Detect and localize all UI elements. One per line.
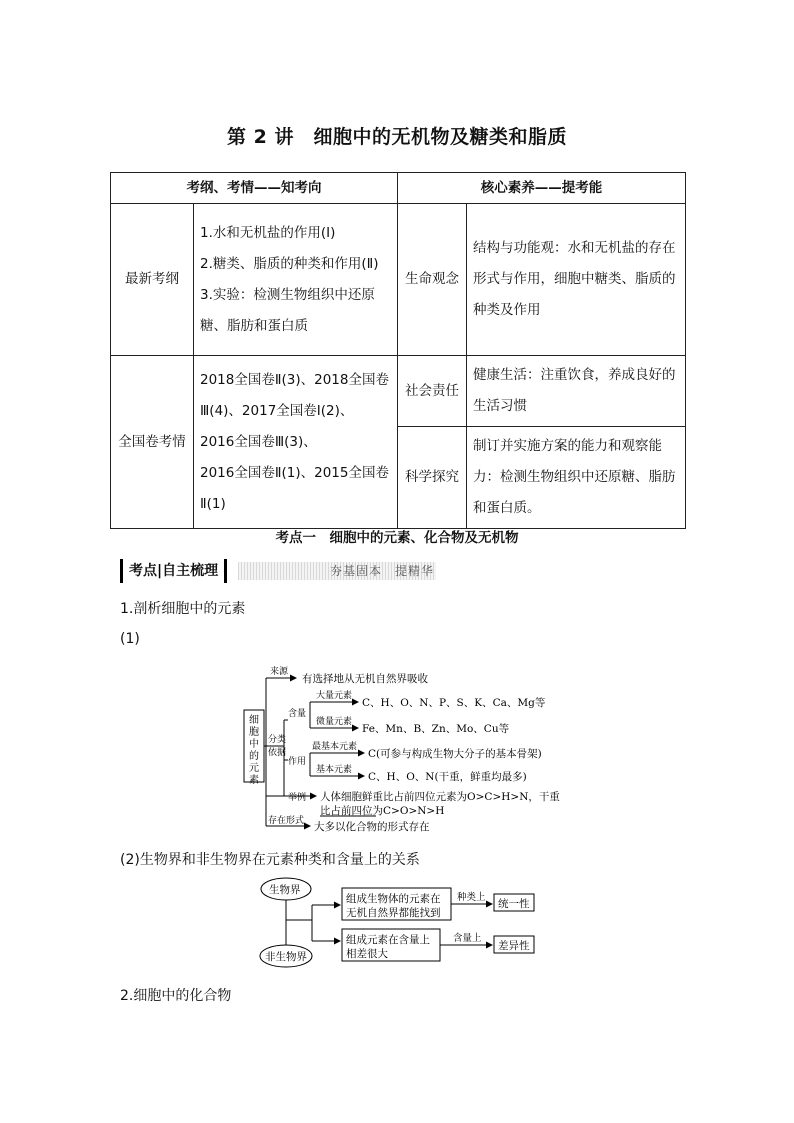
literacy-life-concept-desc: 结构与功能观：水和无机盐的存在形式与作用，细胞中糖类、脂质的种类及作用 [467,204,686,356]
micro-text: Fe、Mn、B、Zn、Mo、Cu等 [362,723,510,735]
literacy-science-desc: 制订并实施方案的能力和观察能力：检测生物组织中还原糖、脂肪和蛋白质。 [467,427,686,529]
same-kind-line-2: 无机自然界都能找到 [346,907,441,919]
example-label: 举例 [288,793,307,803]
row-label-exam: 全国卷考情 [111,356,194,529]
root-char-3: 中 [249,739,259,750]
sub-heading-2: (2)生物界和非生物界在元素种类和含量上的关系 [120,852,420,868]
heading-compounds: 2.细胞中的化合物 [120,988,232,1004]
literacy-social: 社会责任 [398,356,467,427]
syllabus-item: 3.实验：检测生物组织中还原糖、脂肪和蛋白质 [200,286,375,334]
root-char-2: 胞 [249,727,259,738]
classify-label-2: 依据 [268,748,287,758]
diff-content-line-2: 相差很大 [346,948,388,960]
syllabus-items [194,204,398,356]
table-header-right: 核心素养——提考能 [398,173,686,204]
heading-elements: 1.剖析细胞中的元素 [120,601,246,617]
source-label: 来源 [270,667,289,677]
exam-item: 2016全国卷Ⅱ(1)、2015全国卷Ⅱ(1) [200,464,389,512]
elements-concept-diagram [240,660,560,838]
function-label: 作用 [288,757,307,767]
unity-label: 统一性 [498,898,530,910]
example-line-2: 比占前四位为C>O>N>H [320,805,445,817]
banner-slogan: 夯基固本 提精华 [330,564,435,578]
section-title: 考点一 细胞中的元素、化合物及无机物 [275,530,519,546]
root-char-5: 元 [249,763,259,774]
basic-most-label: 最基本元素 [312,742,358,752]
exist-label: 存在形式 [268,816,305,826]
banner-tag: 考点|自主梳理 [120,559,227,583]
root-char-6: 素 [249,775,259,786]
table-header-left: 考纲、考情——知考向 [111,173,398,204]
exam-outline-table [110,172,686,529]
diff-content-line-1: 组成元素在含量上 [346,934,430,946]
nonbio-label: 非生物界 [265,951,307,963]
page-title: 第 2 讲 细胞中的无机物及糖类和脂质 [227,126,567,148]
source-text: 有选择地从无机自然界吸收 [302,673,428,685]
root-char-1: 细 [249,715,259,726]
syllabus-item: 1.水和无机盐的作用(Ⅰ) [200,224,336,241]
sub-heading-1: (1) [120,631,140,647]
difference-label: 差异性 [498,940,530,952]
basic-text: C、H、O、N(干重，鲜重均最多) [368,771,527,783]
macro-text: C、H、O、N、P、S、K、Ca、Mg等 [362,697,546,709]
banner-tag-a: 考点 [129,563,157,579]
bio-label: 生物界 [269,884,301,896]
classify-label-1: 分类 [268,735,287,745]
exist-text: 大多以化合物的形式存在 [314,821,430,833]
literacy-science: 科学探究 [398,427,467,529]
basic-label: 基本元素 [316,765,353,775]
same-kind-line-1: 组成生物体的元素在 [346,893,441,905]
macro-label: 大量元素 [316,691,353,701]
exam-item: 2018全国卷Ⅱ(3)、2018全国卷Ⅲ(4)、2017全国卷Ⅰ(2)、 [200,371,389,419]
kind-arrow-label: 种类上 [457,892,486,903]
literacy-life-concept: 生命观念 [398,204,467,356]
content-arrow-label: 含量上 [453,933,482,944]
syllabus-item: 2.糖类、脂质的种类和作用(Ⅱ) [200,255,379,272]
row-label-syllabus: 最新考纲 [111,204,194,356]
bio-nonbio-diagram [258,875,538,970]
exam-item: 2016全国卷Ⅲ(3)、 [200,433,317,450]
root-char-4: 的 [249,751,259,762]
micro-label: 微量元素 [316,717,353,727]
basic-most-text: C(可参与构成生物大分子的基本骨架) [368,748,542,760]
banner-tag-b: 自主梳理 [162,563,219,579]
example-line-1: 人体细胞鲜重比占前四位元素为O>C>H>N，干重 [320,791,560,803]
literacy-social-desc: 健康生活：注重饮食，养成良好的生活习惯 [467,356,686,427]
section-banner [120,559,436,585]
exam-history [194,356,398,529]
content-label: 含量 [288,709,307,719]
